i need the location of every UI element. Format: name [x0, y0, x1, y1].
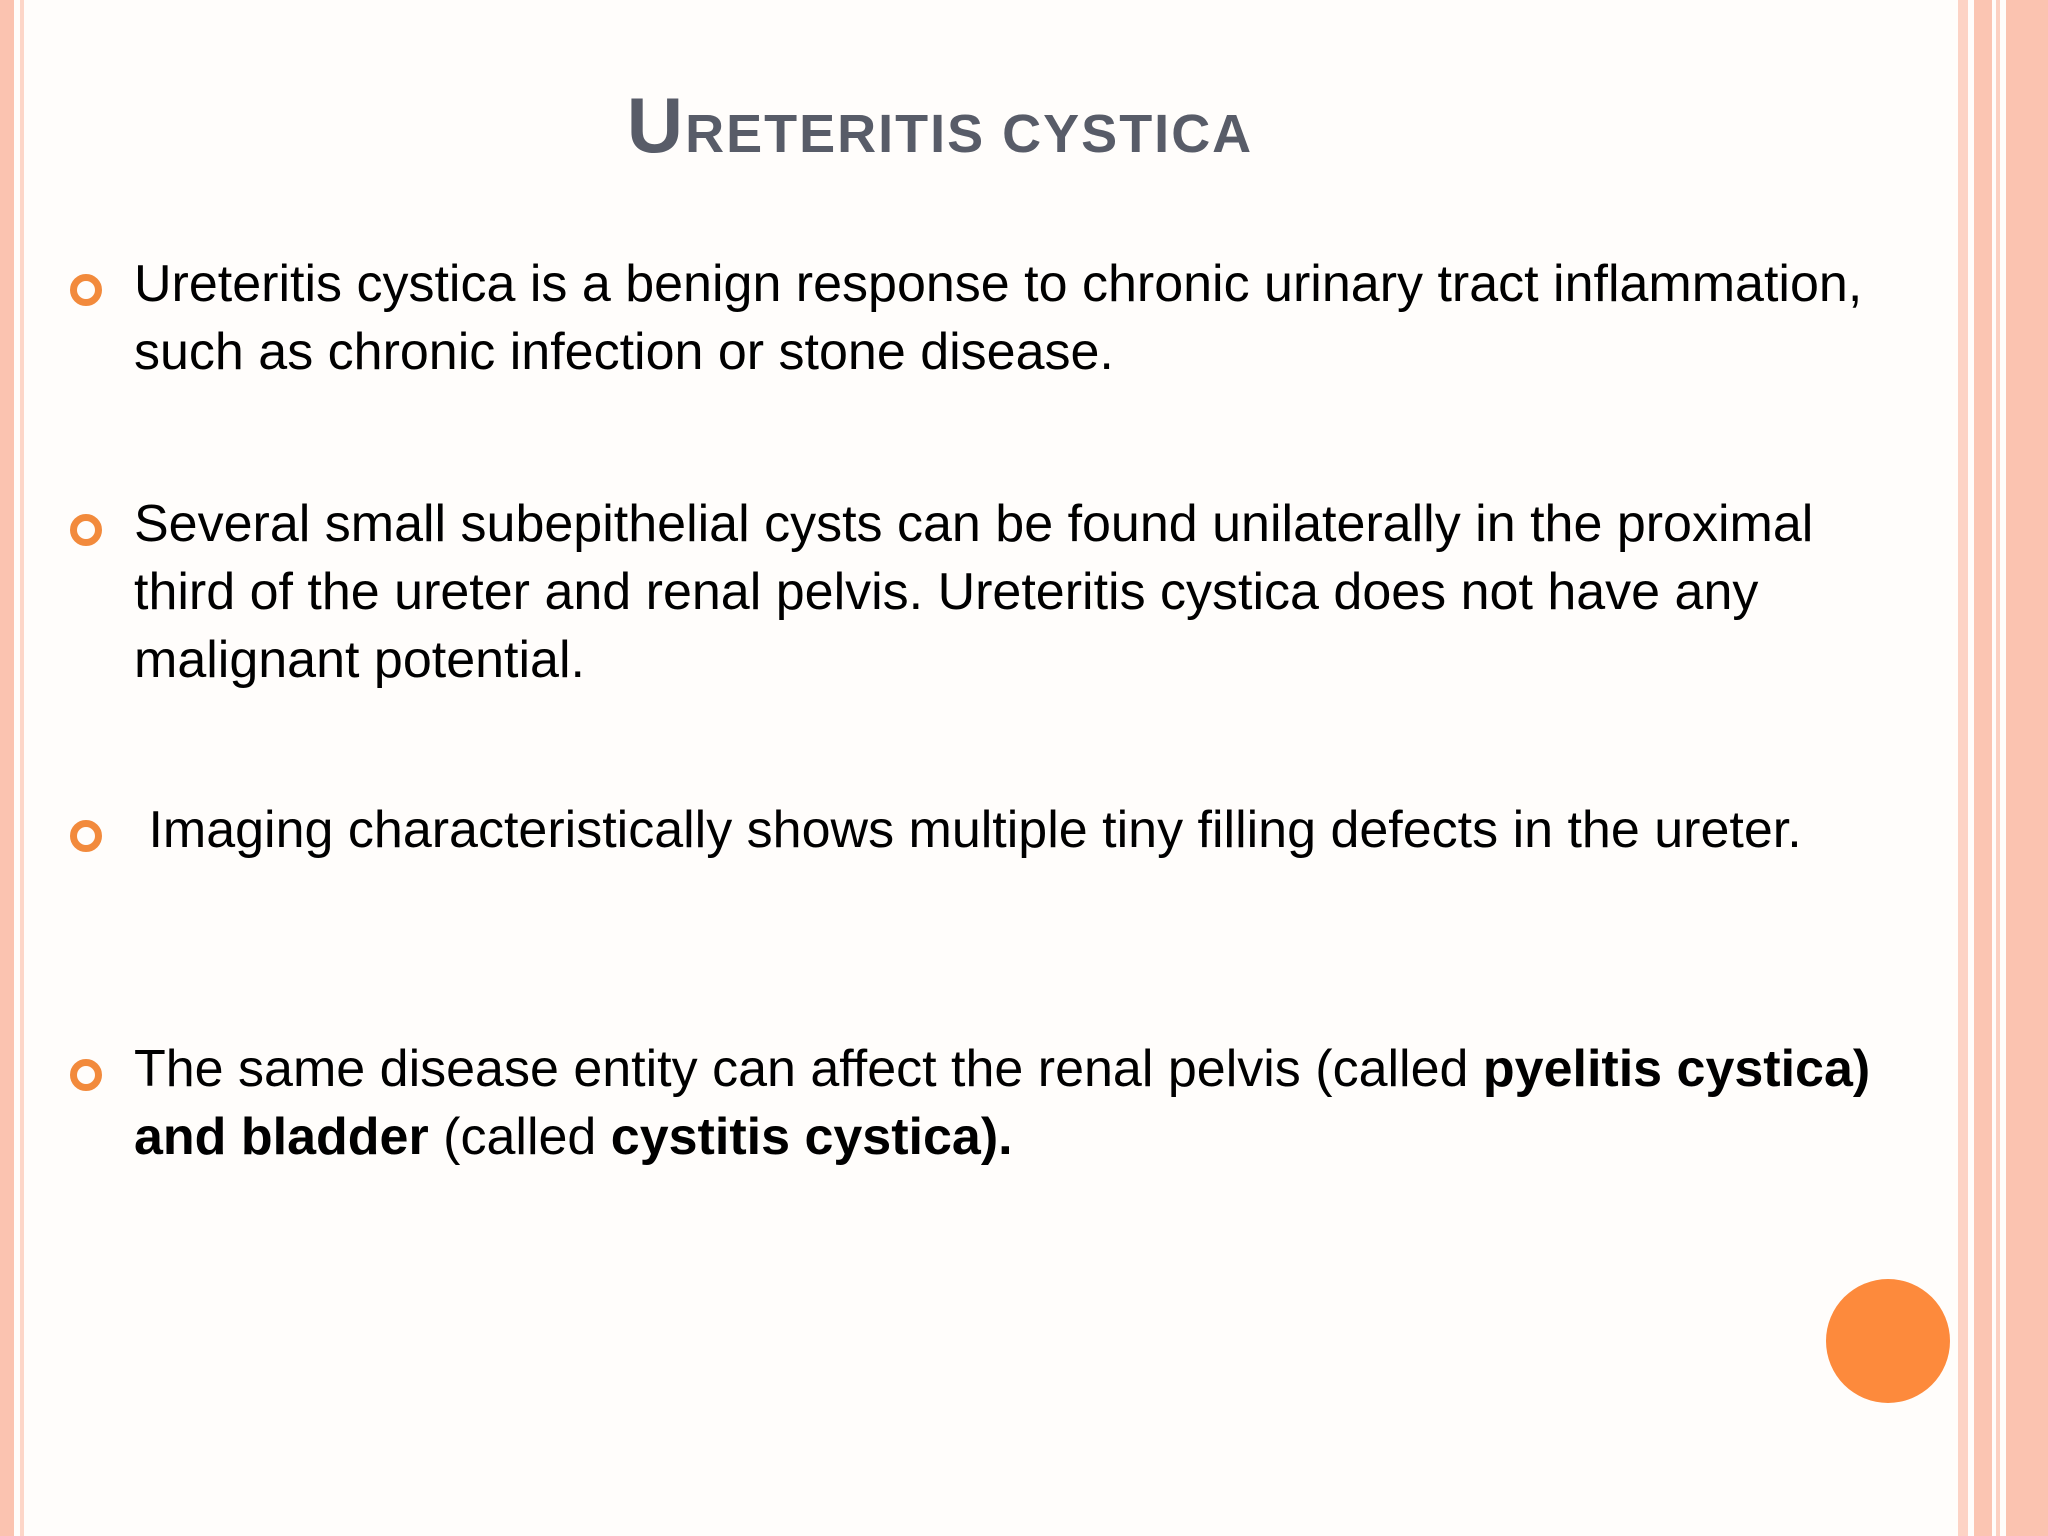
right-border-stripe [1974, 0, 1992, 1536]
right-border-stripe [1996, 0, 2000, 1536]
bullet-item [70, 490, 1924, 694]
bullet-text: Ureteritis cystica is a benign response to chronic urinary tract inflammation, such as chronic infection or stone disease. [134, 255, 1863, 381]
right-border-stripe [2006, 0, 2048, 1536]
slide-title-initial: U [626, 81, 686, 169]
bullet-item [70, 250, 1924, 386]
left-border-stripe-inner [20, 0, 24, 1536]
bullet-text-part: The same disease entity can affect the renal pelvis (called [134, 1040, 1483, 1098]
bullet-circle-icon [70, 820, 102, 852]
bullet-circle-icon [70, 514, 102, 546]
bullet-item [70, 1035, 1924, 1171]
orange-circle-decoration [1826, 1279, 1950, 1403]
slide-title [0, 80, 1880, 171]
bullet-text-part: (called [428, 1108, 611, 1166]
bullet-item [70, 796, 1924, 864]
bullet-circle-icon [70, 274, 102, 306]
bullet-text-bold: pyelitis cystica) and bladder [134, 1040, 1871, 1166]
bullet-circle-icon [70, 1059, 102, 1091]
bullet-text: Imaging characteristically shows multiple tiny filling defects in the ureter. [134, 801, 1802, 859]
left-border-stripe [0, 0, 14, 1536]
right-border-stripe [1958, 0, 1968, 1536]
slide-title-rest: RETERITIS CYSTICA [685, 104, 1254, 164]
bullet-text-bold: cystitis cystica). [610, 1108, 1013, 1166]
bullet-text: Several small subepithelial cysts can be found unilaterally in the proximal third of the ureter and renal pelvis. Ureteritis cystica does not have any malignant potential. [134, 495, 1814, 689]
bullet-text [134, 1035, 1924, 1171]
